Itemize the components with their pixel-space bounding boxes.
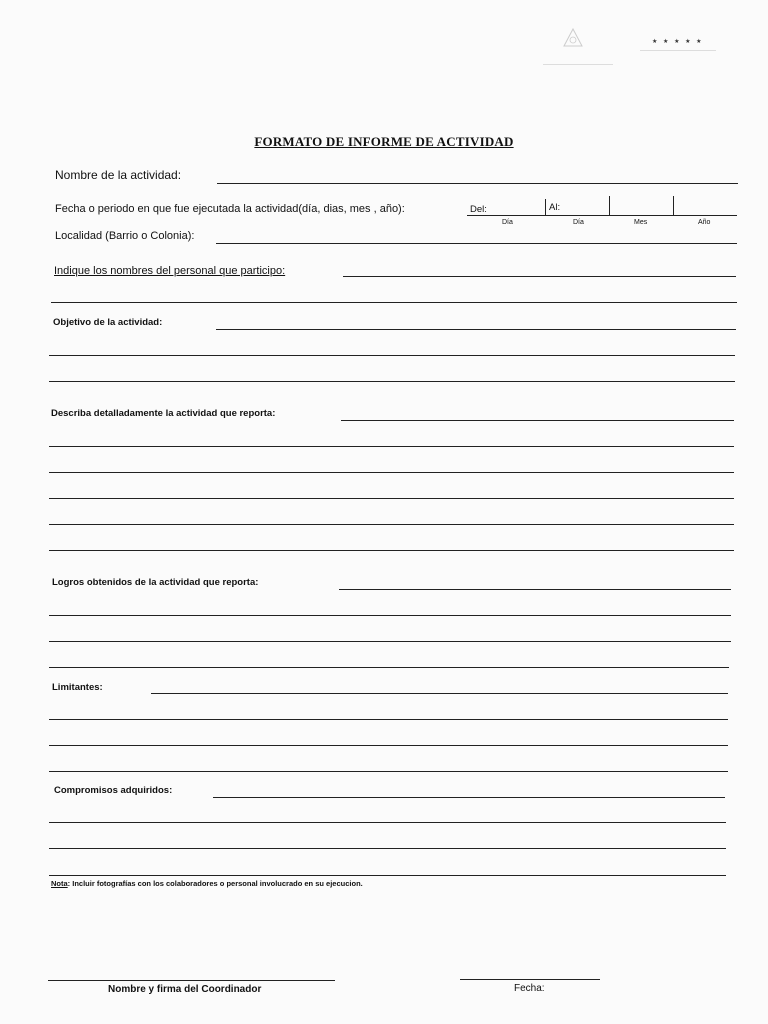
- personal-field-line[interactable]: [51, 302, 737, 303]
- note-label: Nota: [51, 879, 68, 888]
- logros-field-line[interactable]: [49, 615, 731, 616]
- date-label: Fecha:: [514, 983, 545, 994]
- del-label: Del:: [470, 204, 487, 215]
- signature-label: Nombre y firma del Coordinador: [108, 984, 262, 995]
- compromisos-field[interactable]: [213, 797, 725, 798]
- page-title: FORMATO DE INFORME DE ACTIVIDAD: [254, 134, 514, 149]
- nombre-label: Nombre de la actividad:: [55, 168, 182, 182]
- limitantes-label: Limitantes:: [52, 682, 103, 693]
- seal-caption: [640, 50, 716, 51]
- describa-label: Describa detalladamente la actividad que reporta:: [51, 408, 276, 419]
- anio-field[interactable]: [673, 215, 737, 216]
- limitantes-field[interactable]: [151, 693, 728, 694]
- localidad-field[interactable]: [216, 243, 737, 244]
- limitantes-field-line[interactable]: [49, 745, 728, 746]
- date-separator: [673, 196, 674, 216]
- mes-field[interactable]: [609, 215, 673, 216]
- logros-label: Logros obtenidos de la actividad que reporta:: [52, 577, 259, 588]
- objetivo-label: Objetivo de la actividad:: [53, 317, 163, 328]
- mes-caption: Mes: [634, 219, 648, 226]
- limitantes-field-line[interactable]: [49, 771, 728, 772]
- logo-emblem: [560, 26, 586, 52]
- compromisos-field-line[interactable]: [49, 875, 726, 876]
- describa-field-line[interactable]: [49, 524, 734, 525]
- nombre-field[interactable]: [217, 183, 738, 184]
- describa-field-line[interactable]: [49, 472, 734, 473]
- logros-field-line[interactable]: [49, 641, 731, 642]
- describa-field-line[interactable]: [49, 550, 734, 551]
- note-text: [51, 879, 363, 888]
- localidad-label: Localidad (Barrio o Colonia):: [55, 230, 195, 242]
- date-separator: [609, 196, 610, 216]
- personal-label: Indique los nombres del personal que participo:: [54, 265, 286, 277]
- signature-field[interactable]: [48, 980, 335, 981]
- objetivo-field[interactable]: [216, 329, 736, 330]
- dia-caption: Día: [502, 219, 513, 226]
- date-separator: [545, 199, 546, 216]
- compromisos-field-line[interactable]: [49, 848, 726, 849]
- dia-caption: Día: [573, 219, 584, 226]
- compromisos-field-line[interactable]: [49, 822, 726, 823]
- date-field[interactable]: [460, 979, 600, 980]
- anio-caption: Año: [698, 219, 711, 226]
- del-field[interactable]: [467, 215, 545, 216]
- limitantes-field-line[interactable]: [49, 719, 728, 720]
- stars-icon: ★ ★ ★ ★ ★: [652, 39, 704, 45]
- al-label: Al:: [549, 202, 561, 213]
- describa-field-line[interactable]: [49, 498, 734, 499]
- objetivo-field-line[interactable]: [49, 355, 735, 356]
- objetivo-field-line[interactable]: [49, 381, 735, 382]
- personal-field[interactable]: [343, 276, 736, 277]
- logo-caption: [543, 64, 613, 65]
- fecha-label: Fecha o periodo en que fue ejecutada la actividad(día, dias, mes , año):: [55, 203, 405, 215]
- describa-field-line[interactable]: [49, 446, 734, 447]
- compromisos-label: Compromisos adquiridos:: [54, 785, 173, 796]
- describa-field[interactable]: [341, 420, 734, 421]
- al-field[interactable]: [545, 215, 609, 216]
- note-body: : Incluir fotografías con los colaboradores o personal involucrado en su ejecucion.: [67, 879, 363, 888]
- logros-field[interactable]: [339, 589, 731, 590]
- logros-field-line[interactable]: [49, 667, 729, 668]
